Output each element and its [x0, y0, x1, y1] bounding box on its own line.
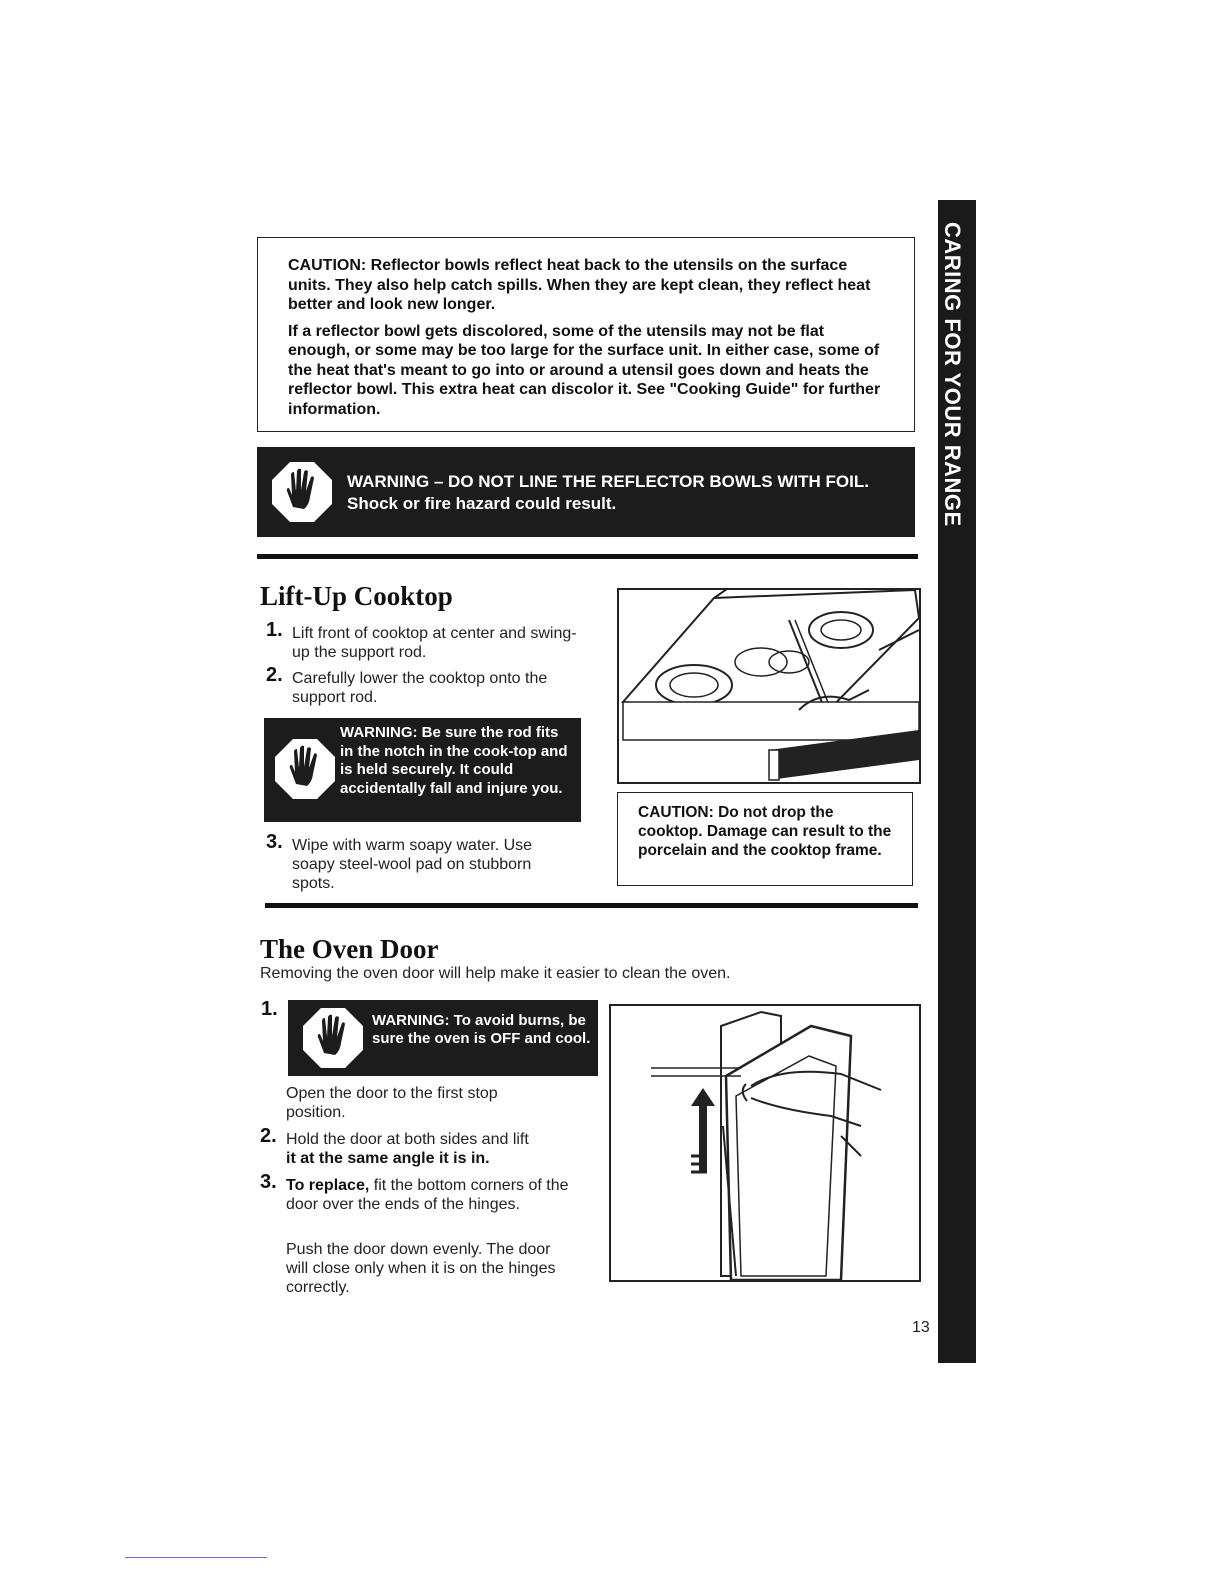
page-number: 13	[912, 1319, 930, 1336]
cooktop-illustration	[617, 588, 921, 784]
step-number: 2.	[266, 664, 283, 686]
lift-up-step-1	[266, 619, 582, 662]
oven-step-3	[260, 1171, 576, 1214]
warning-burns-text: WARNING: To avoid burns, be sure the oven is OFF and cool.	[372, 1012, 591, 1047]
hand-warning-icon	[274, 738, 336, 800]
lift-up-step-3	[266, 831, 552, 893]
warning-foil-line-2: Shock or fire hazard could result.	[347, 494, 617, 513]
oven-step-1-text: Open the door to the first stop position.	[286, 1085, 498, 1121]
caution-box	[257, 237, 915, 432]
oven-door-illustration	[609, 1004, 921, 1282]
caution-drop-text: CAUTION: Do not drop the cooktop. Damage can result to the porcelain and the cooktop frame.	[638, 804, 892, 859]
footer-line	[125, 1557, 267, 1558]
side-tab-label: CARING FOR YOUR RANGE	[940, 222, 965, 527]
lift-up-title: Lift-Up Cooktop	[260, 581, 453, 611]
step-number: 1.	[266, 619, 283, 641]
caution-paragraph-1: CAUTION: Reflector bowls reflect heat back to the utensils on the surface units. They also help catch spills. When they are kept clean, they reflect heat better and look new longer.	[288, 257, 871, 313]
caution-drop-box	[617, 792, 913, 886]
warning-foil-banner	[257, 447, 915, 537]
warning-rod-banner	[264, 718, 581, 822]
step-number: 2.	[260, 1125, 277, 1147]
step-text: Carefully lower the cooktop onto the support rod.	[292, 670, 548, 706]
warning-foil-line-1: WARNING – DO NOT LINE THE REFLECTOR BOWLS WITH FOIL.	[347, 472, 869, 491]
oven-door-title: The Oven Door	[260, 934, 439, 964]
oven-step-3-note: Push the door down evenly. The door will close only when it is on the hinges correctly.	[286, 1241, 556, 1296]
step-number: 3.	[266, 831, 283, 853]
hand-warning-icon	[271, 461, 333, 523]
step-text: Hold the door at both sides and lift	[286, 1131, 529, 1148]
step-text-emphasis: it at the same angle it is in.	[286, 1150, 490, 1167]
door-lift-drawing	[611, 1006, 919, 1280]
step-number: 3.	[260, 1171, 277, 1193]
warning-rod-text: WARNING: Be sure the rod fits in the notch in the cook-top and is held securely. It could accidentally fall and injure you.	[340, 724, 568, 797]
step-text: Lift front of cooktop at center and swing-up the support rod.	[292, 625, 577, 661]
hand-warning-icon	[302, 1007, 364, 1069]
section-divider	[265, 903, 918, 908]
oven-step-2	[260, 1125, 586, 1168]
step-lead: To replace,	[286, 1177, 370, 1194]
step-number: 1.	[261, 998, 278, 1020]
raised-cooktop-drawing	[619, 590, 919, 782]
caution-paragraph-2: If a reflector bowl gets discolored, some of the utensils may not be flat enough, or some may be too large for the surface unit. In either case, some of the heat that's meant to go into or around a utensil goes down and heats the reflector bowl. This extra heat can discolor it. See "Cooking Guide" for further information.	[288, 322, 881, 418]
oven-door-intro: Removing the oven door will help make it easier to clean the oven.	[260, 965, 731, 982]
warning-burns-banner	[288, 1000, 598, 1076]
side-tab	[938, 200, 976, 1363]
lift-up-step-2	[266, 664, 582, 707]
step-text: Wipe with warm soapy water. Use soapy steel-wool pad on stubborn spots.	[292, 837, 533, 892]
section-divider	[257, 554, 918, 559]
step-text: fit the bottom corners of the door over the ends of the hinges.	[286, 1177, 569, 1213]
